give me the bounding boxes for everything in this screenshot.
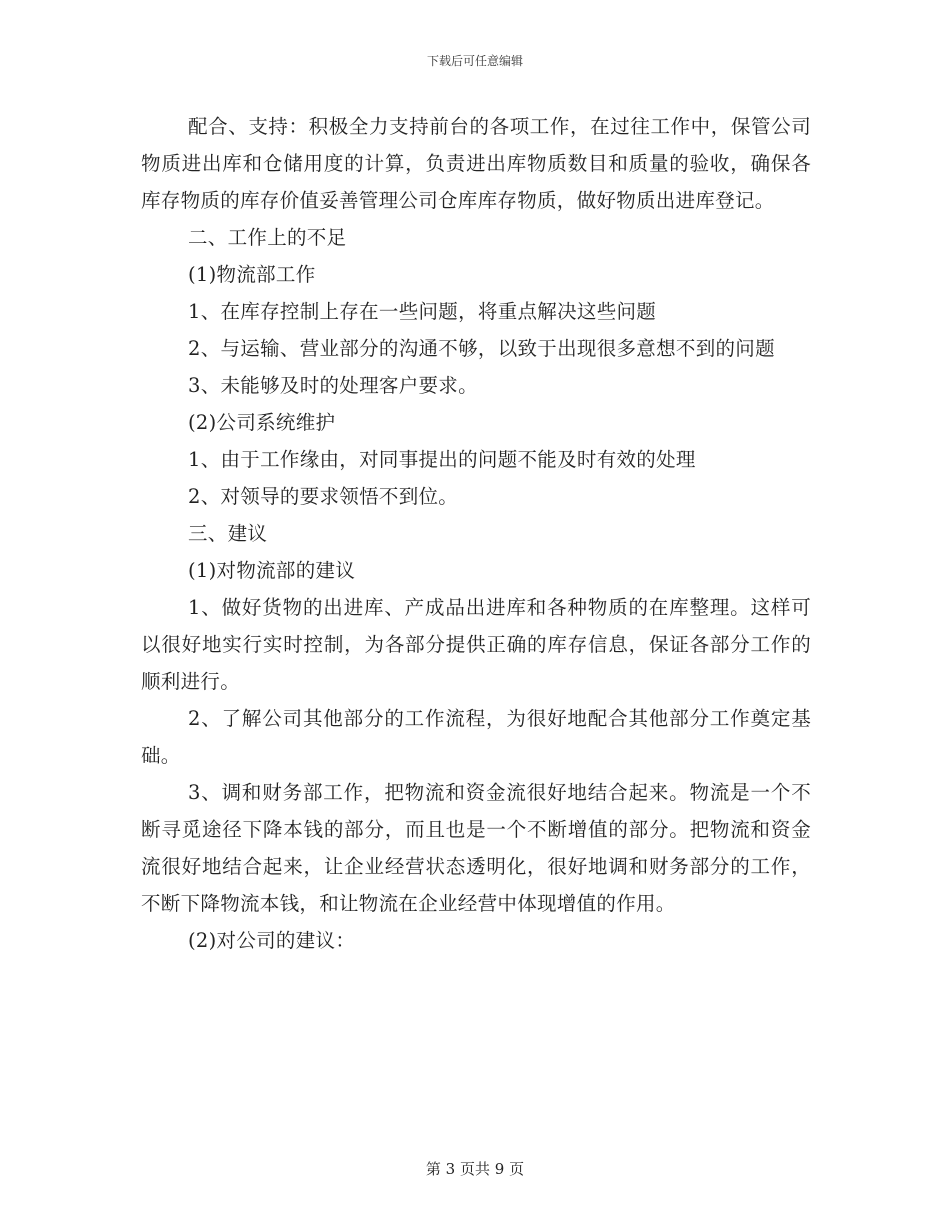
page-number: 第 3 页共 9 页	[425, 1160, 525, 1178]
list-item: 3、调和财务部工作，把物流和资金流很好地结合起来。物流是一个不断寻觅途径下降本钱的部分，而且也是一个不断增值的部分。把物流和资金流很好地结合起来，让企业经营状态透明化，很好地调和财务部分的工作，不断下降物流本钱，和让物流在企业经营中体现增值的作用。	[141, 781, 811, 915]
section-heading-suggestions: 三、建议	[188, 522, 268, 545]
list-item: 2、了解公司其他部分的工作流程，为很好地配合其他部分工作奠定基础。	[141, 707, 811, 767]
list-item: 2、与运输、营业部分的沟通不够，以致于出现很多意想不到的问题	[188, 337, 775, 360]
list-item: 1、由于工作缘由，对同事提出的问题不能及时有效的处理	[188, 448, 696, 471]
page-header: 下载后可任意编辑	[426, 54, 523, 68]
subheading-logistics-work: (1)物流部工作	[188, 263, 316, 286]
paragraph-cooperation-support: 配合、支持：积极全力支持前台的各项工作，在过往工作中，保管公司物质进出库和仓储用度的计算，负责进出库物质数目和质量的验收，确保各库存物质的库存价值妥善管理公司仓库库存物质，做好物质出进库登记。	[141, 115, 811, 212]
list-item: 1、做好货物的出进库、产成品出进库和各种物质的在库整理。这样可以很好地实行实时控制，为各部分提供正确的库存信息，保证各部分工作的顺利进行。	[141, 596, 811, 693]
section-heading-shortcomings: 二、工作上的不足	[188, 226, 347, 249]
document-body	[141, 108, 811, 959]
subheading-logistics-suggestions: (1)对物流部的建议	[188, 559, 356, 582]
list-item: 3、未能够及时的处理客户要求。	[188, 374, 478, 397]
list-item: 2、对领导的要求领悟不到位。	[188, 485, 459, 508]
subheading-company-suggestions: (2)对公司的建议：	[188, 929, 356, 952]
subheading-system-maintenance: (2)公司系统维护	[188, 411, 336, 434]
list-item: 1、在库存控制上存在一些问题，将重点解决这些问题	[188, 300, 657, 323]
